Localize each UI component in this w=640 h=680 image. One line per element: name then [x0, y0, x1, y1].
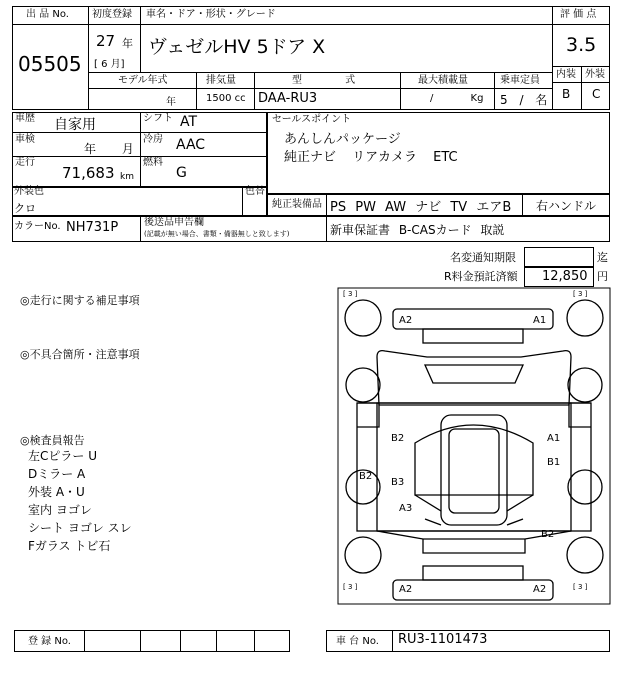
tire-tag: [ 3 ]	[343, 290, 358, 298]
inspector-line: 室内 ヨゴレ	[28, 503, 92, 517]
warranty-value: 新車保証書 B-CASカード 取説	[330, 223, 505, 237]
model-col-4	[494, 72, 495, 110]
damage-mark: B3	[391, 477, 405, 488]
history-value: 自家用	[54, 117, 96, 133]
mileage-value: 71,683	[62, 164, 115, 182]
score-divider	[552, 6, 553, 110]
inspector-line: 外装 A・U	[28, 485, 85, 499]
reg-no-cell	[180, 630, 181, 652]
recycle-value: 12,850	[542, 269, 588, 284]
chassis-label: 車 台 No.	[336, 636, 379, 647]
notice-unit: 迄	[597, 251, 608, 264]
sales-point-line: あんしんパッケージ	[284, 132, 401, 147]
details-row-2	[12, 156, 267, 157]
damage-mark: A1	[547, 433, 561, 444]
interior-grade-label: 内装	[556, 69, 576, 80]
shift-value: AT	[180, 114, 198, 130]
max-load-value: / Kg	[430, 93, 484, 104]
damage-diagram	[337, 287, 611, 605]
running-notes-title: ◎走行に関する補足事項	[20, 294, 140, 307]
model-col-1	[196, 72, 197, 110]
damage-mark: A2	[533, 584, 547, 595]
mileage-label: 走行	[15, 157, 35, 168]
reg-no-cell	[254, 630, 255, 652]
lot-label-underline	[12, 24, 88, 25]
reg-no-divider	[84, 630, 85, 652]
defects-notes-title: ◎不具合箇所・注意事項	[20, 348, 140, 361]
notice-label: 名変通知期限	[450, 251, 516, 264]
type-value: DAA-RU3	[258, 91, 318, 106]
score-label: 評 価 点	[560, 9, 597, 20]
notice-box	[524, 247, 594, 267]
lot-number: 05505	[18, 52, 82, 76]
aftermarket-label: 後送品申告欄	[144, 217, 204, 228]
details-col-divider	[140, 112, 141, 188]
aftermarket-sub: (記載が無い場合、書類・備器無しと致します)	[144, 230, 290, 238]
car-name-label: 車名・ドア・形状・グレード	[146, 9, 276, 20]
reg-no-label: 登 録 No.	[28, 636, 71, 647]
model-col-3	[400, 72, 401, 110]
capacity-label: 乗車定員	[500, 75, 540, 86]
lot-divider	[88, 6, 89, 110]
equipment-label: 純正装備品	[272, 199, 322, 210]
type-label: 型 式	[292, 75, 356, 86]
damage-mark: B2	[541, 529, 555, 540]
first-reg-year-unit: 年	[122, 37, 133, 50]
first-reg-label: 初度登録	[92, 9, 132, 20]
chassis-divider	[392, 630, 393, 652]
fuel-value: G	[176, 165, 187, 181]
color-no-label: カラーNo.	[14, 221, 61, 232]
score-value: 3.5	[566, 34, 597, 56]
displacement-value: 1500 cc	[206, 93, 246, 104]
steering-divider	[522, 194, 523, 216]
sales-point-line: 純正ナビ リアカメラ ETC	[284, 150, 458, 165]
ac-label: 冷房	[143, 134, 163, 145]
first-reg-month: [ 6 月]	[94, 59, 125, 70]
interior-grade: B	[562, 87, 571, 101]
mileage-unit: km	[120, 172, 134, 182]
history-label: 車歴	[15, 113, 35, 124]
max-load-label: 最大積載量	[418, 75, 468, 86]
lot-label: 出 品 No.	[26, 9, 69, 20]
damage-mark: A2	[399, 584, 413, 595]
grade-divider	[581, 66, 582, 110]
damage-mark: A1	[533, 315, 547, 326]
header-label-underline	[88, 24, 552, 25]
details-row-1	[12, 132, 267, 133]
model-year-label: モデル年式	[118, 75, 168, 86]
sales-points-label: セールスポイント	[272, 114, 352, 125]
damage-mark: B2	[359, 471, 373, 482]
recycle-unit: 円	[597, 270, 608, 283]
ext-color-label: 外装色	[14, 186, 44, 197]
model-row-top	[88, 72, 552, 73]
inspector-line: シート ヨゴレ スレ	[28, 521, 132, 535]
inspector-line: Dミラー A	[28, 467, 86, 481]
inspector-line: 左Cピラー U	[28, 449, 97, 463]
damage-mark: A2	[399, 315, 413, 326]
damage-mark: B2	[391, 433, 405, 444]
color-no-value: NH731P	[66, 220, 119, 235]
inspector-line: Fガラス トビ石	[28, 539, 111, 553]
tire-tag: [ 3 ]	[343, 583, 358, 591]
equipment-value: PS PW AW ナビ TV エアB	[330, 200, 512, 215]
inspection-label: 車検	[15, 134, 35, 145]
warranty-divider	[326, 216, 327, 242]
ac-value: AAC	[176, 137, 206, 153]
recycle-label: R料金預託済額	[444, 270, 518, 283]
exterior-grade: C	[592, 87, 601, 101]
car-name-value: ヴェゼルHV 5ドア X	[148, 36, 326, 58]
damage-mark: B1	[547, 457, 561, 468]
model-col-2	[254, 72, 255, 110]
color-change-divider	[242, 186, 243, 216]
shift-label: シフト	[143, 113, 173, 124]
chassis-value: RU3-1101473	[398, 632, 488, 647]
ext-color-box	[12, 186, 267, 216]
color-change-label: 色替	[245, 186, 265, 197]
color-no-divider	[140, 216, 141, 242]
ext-color-value: クロ	[14, 202, 36, 215]
tire-tag: [ 3 ]	[573, 290, 588, 298]
equipment-divider	[326, 194, 327, 216]
exterior-grade-label: 外装	[585, 69, 605, 80]
model-year-unit: 年	[166, 97, 176, 108]
score-label-underline	[552, 24, 610, 25]
tire-tag: [ 3 ]	[573, 583, 588, 591]
first-reg-year: 27	[96, 32, 116, 50]
damage-mark: A3	[399, 503, 413, 514]
reg-no-cell	[216, 630, 217, 652]
inspector-report-title: ◎検査員報告	[20, 434, 85, 447]
model-row-mid	[88, 88, 552, 89]
steering-value: 右ハンドル	[536, 199, 597, 213]
inspection-value: 年 月	[84, 142, 134, 156]
reg-no-cell	[140, 630, 141, 652]
capacity-value: 5 / 名	[500, 93, 548, 107]
first-reg-divider	[140, 6, 141, 72]
displacement-label: 排気量	[206, 75, 236, 86]
fuel-label: 燃料	[143, 157, 163, 168]
